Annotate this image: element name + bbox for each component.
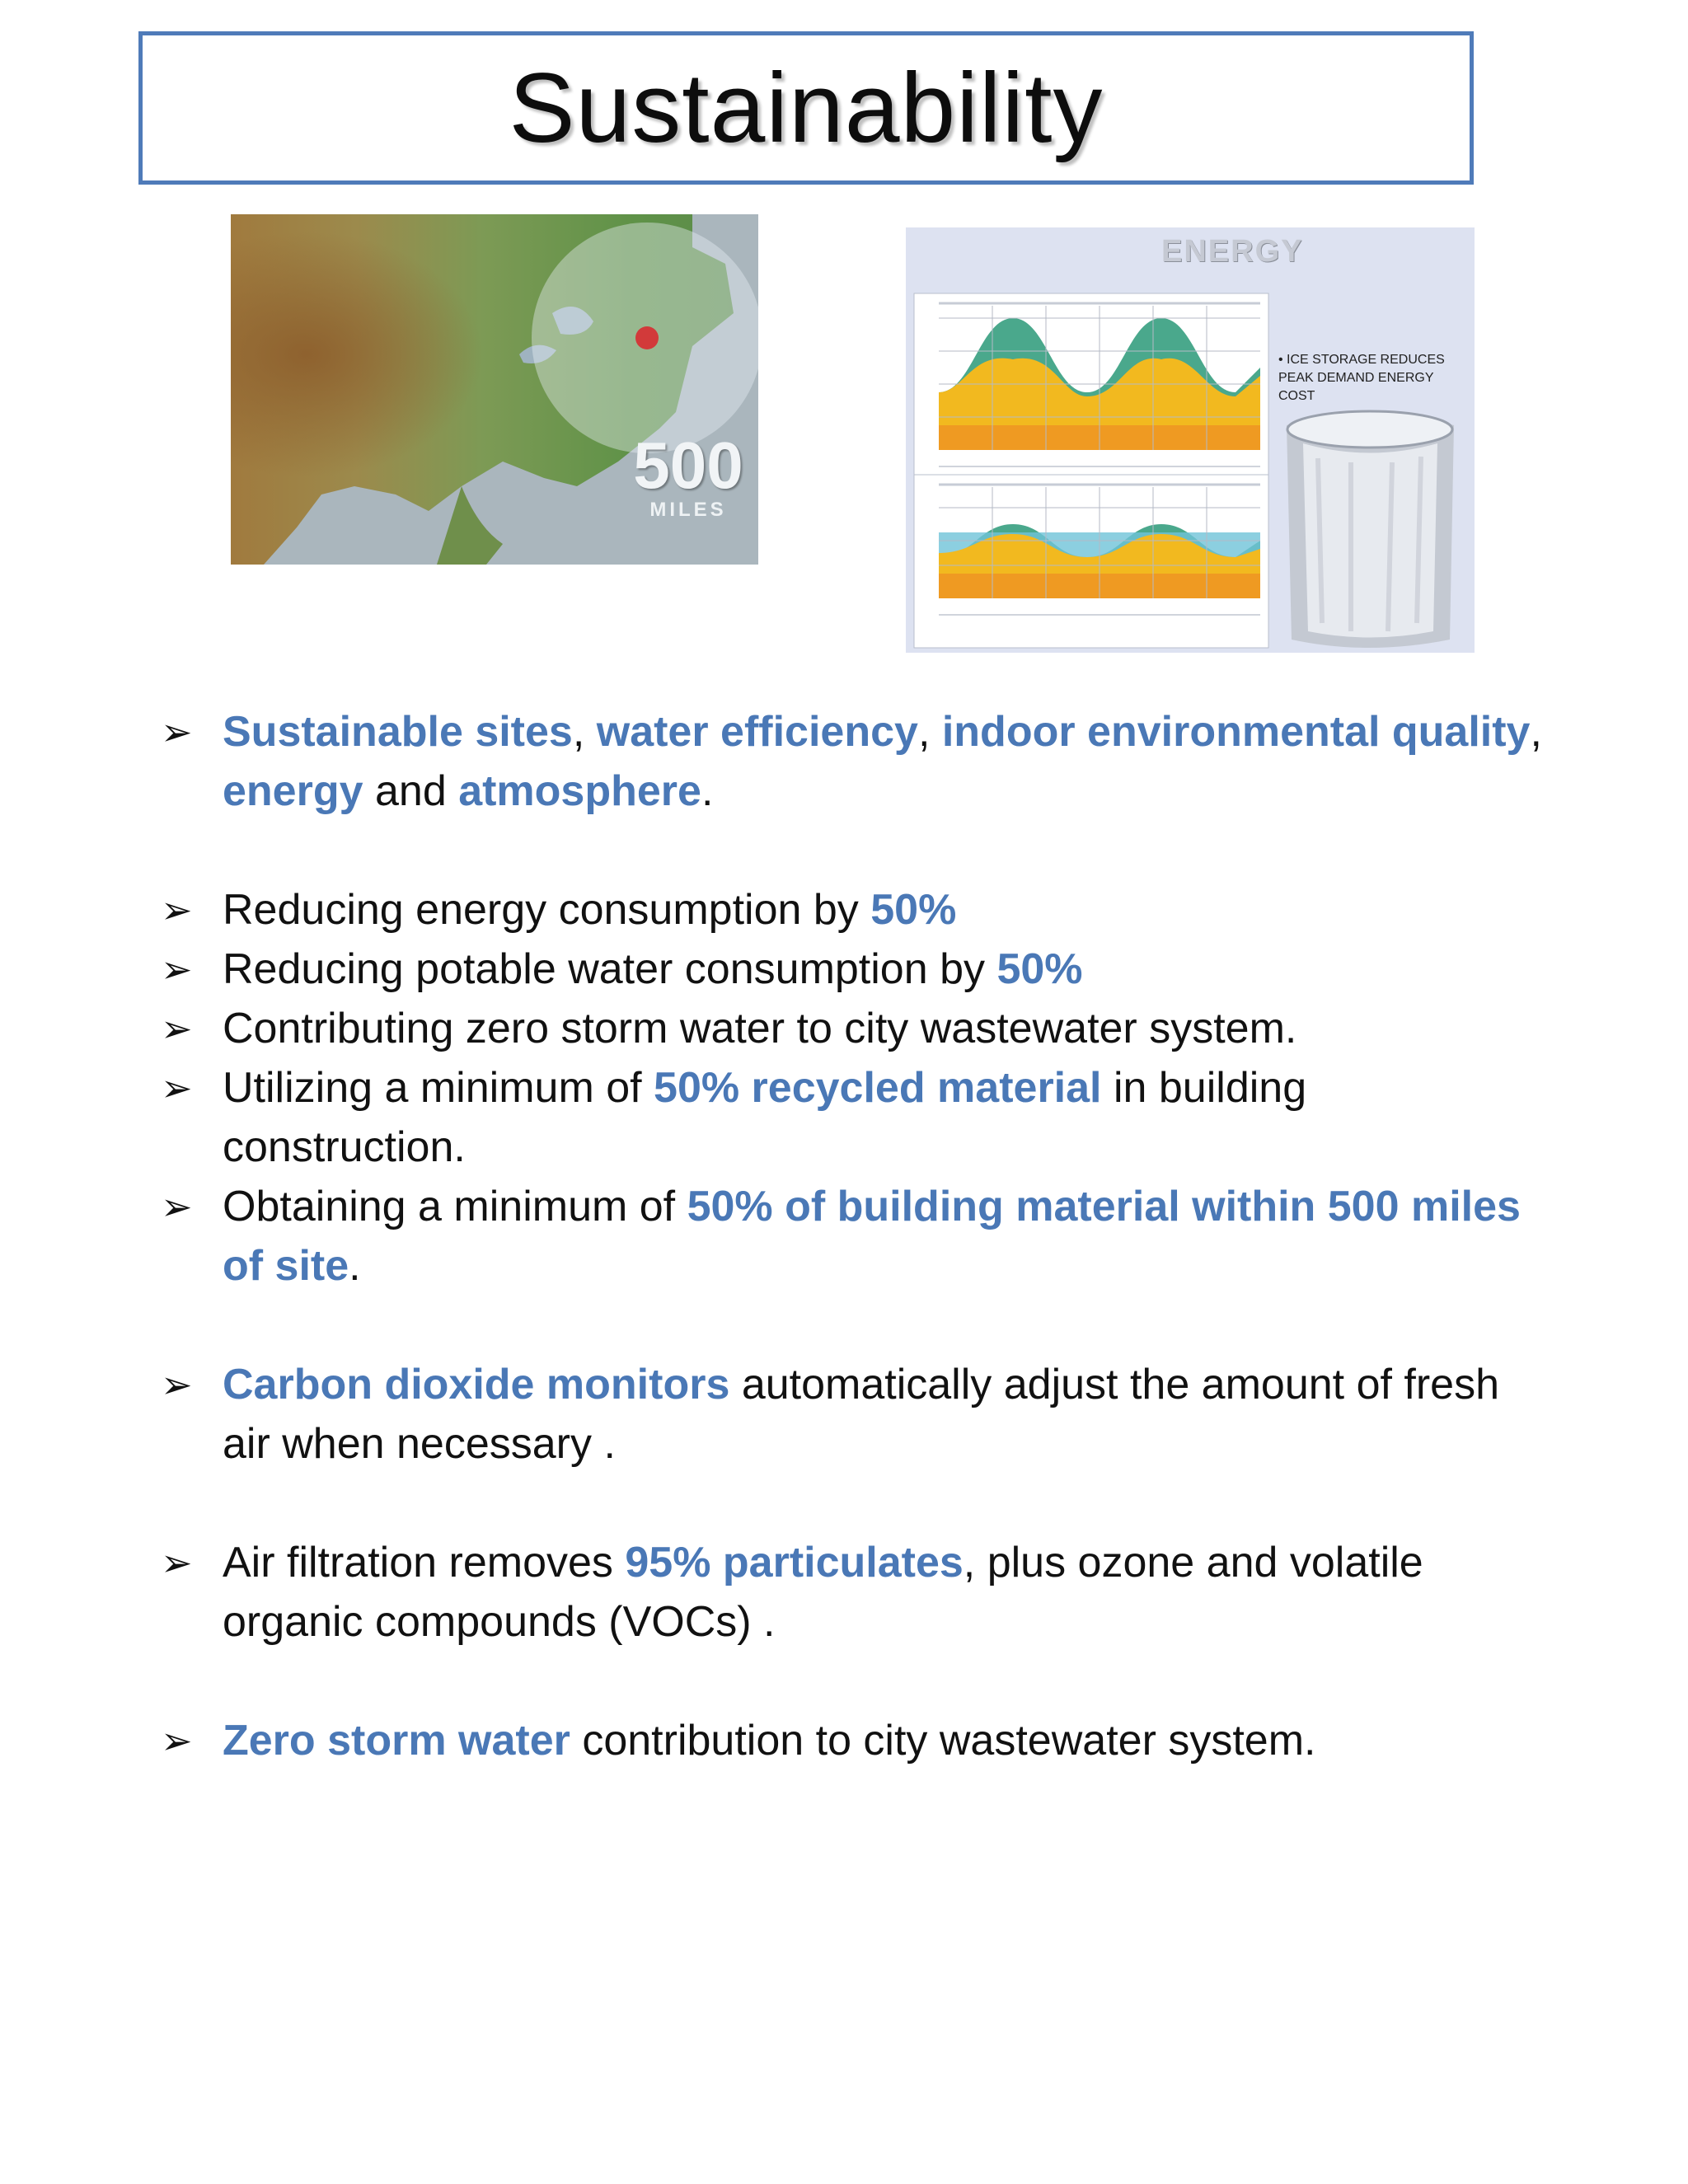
highlighted-text: 50% xyxy=(870,886,957,934)
map-image xyxy=(231,214,758,565)
bullet-text: Reducing energy consumption by xyxy=(223,886,871,934)
bullet-item xyxy=(161,880,1545,940)
bullet-item xyxy=(161,1058,1545,1177)
site-marker-icon xyxy=(635,326,659,349)
highlighted-text: 50% of building material within 500 miles of site xyxy=(223,1183,1521,1290)
bullet-text: . xyxy=(349,1242,361,1290)
load-chart-with-storage xyxy=(914,475,1268,648)
highlighted-text: 50% xyxy=(996,945,1083,993)
miles-unit: MILES xyxy=(649,499,727,521)
highlighted-text: indoor environmental quality xyxy=(941,708,1531,756)
page-title: Sustainability xyxy=(509,53,1104,163)
bullet-text: in building construction. xyxy=(223,1064,1307,1171)
bullet-text: automatically adjust the amount of fresh air when necessary . xyxy=(223,1361,1499,1468)
arrow-bullet-icon: ➢ xyxy=(161,1066,193,1109)
ice-storage-tank xyxy=(1287,411,1454,648)
bullet-text: . xyxy=(701,767,714,815)
energy-image xyxy=(906,227,1475,653)
arrow-bullet-icon: ➢ xyxy=(161,1541,193,1584)
bullet-item xyxy=(161,940,1545,999)
bullet-text: Reducing potable water consumption by xyxy=(223,945,997,993)
bullet-text: Air filtration removes xyxy=(223,1539,626,1586)
highlighted-text: Carbon dioxide monitors xyxy=(223,1361,730,1408)
bullet-item xyxy=(161,1177,1545,1296)
arrow-bullet-icon: ➢ xyxy=(161,1719,193,1762)
energy-note: • ICE STORAGE REDUCES PEAK DEMAND ENERGY COST xyxy=(1278,353,1445,403)
arrow-bullet-icon: ➢ xyxy=(161,888,193,931)
title-box xyxy=(138,31,1474,185)
bullet-item xyxy=(161,1355,1545,1474)
bullet-item xyxy=(161,999,1545,1058)
bullet-text: , xyxy=(917,708,942,756)
bullet-item xyxy=(161,1711,1545,1770)
highlighted-text: 95% particulates xyxy=(625,1539,964,1586)
highlighted-text: water efficiency xyxy=(596,708,918,756)
load-chart-without-storage xyxy=(914,293,1268,479)
bullet-text: and xyxy=(363,767,459,815)
bullet-text: , plus ozone and volatile organic compounds (VOCs) . xyxy=(223,1539,1423,1646)
arrow-bullet-icon: ➢ xyxy=(161,1185,193,1228)
highlighted-text: 50% recycled material xyxy=(654,1064,1102,1112)
highlighted-text: atmosphere xyxy=(458,767,701,815)
bullet-text: , xyxy=(572,708,597,756)
arrow-bullet-icon: ➢ xyxy=(161,1007,193,1050)
bullet-item xyxy=(161,702,1545,821)
miles-number: 500 xyxy=(633,429,743,502)
highlighted-text: Zero storm water xyxy=(223,1717,570,1765)
bullet-text: contribution to city wastewater system. xyxy=(570,1717,1316,1765)
arrow-bullet-icon: ➢ xyxy=(161,948,193,991)
bullet-text: Contributing zero storm water to city wastewater system. xyxy=(223,1005,1297,1052)
arrow-bullet-icon: ➢ xyxy=(161,710,193,753)
energy-load-charts xyxy=(906,227,1475,653)
bullet-text: Utilizing a minimum of xyxy=(223,1064,654,1112)
arrow-bullet-icon: ➢ xyxy=(161,1363,193,1406)
highlighted-text: energy xyxy=(223,767,363,815)
energy-title: ENERGY xyxy=(1161,234,1304,269)
bullet-text: , xyxy=(1530,708,1542,756)
highlighted-text: Sustainable sites xyxy=(223,708,573,756)
miles-label xyxy=(606,429,758,522)
bullet-text: Obtaining a minimum of xyxy=(223,1183,687,1230)
bullet-item xyxy=(161,1533,1545,1652)
bullet-list xyxy=(161,702,1545,1770)
